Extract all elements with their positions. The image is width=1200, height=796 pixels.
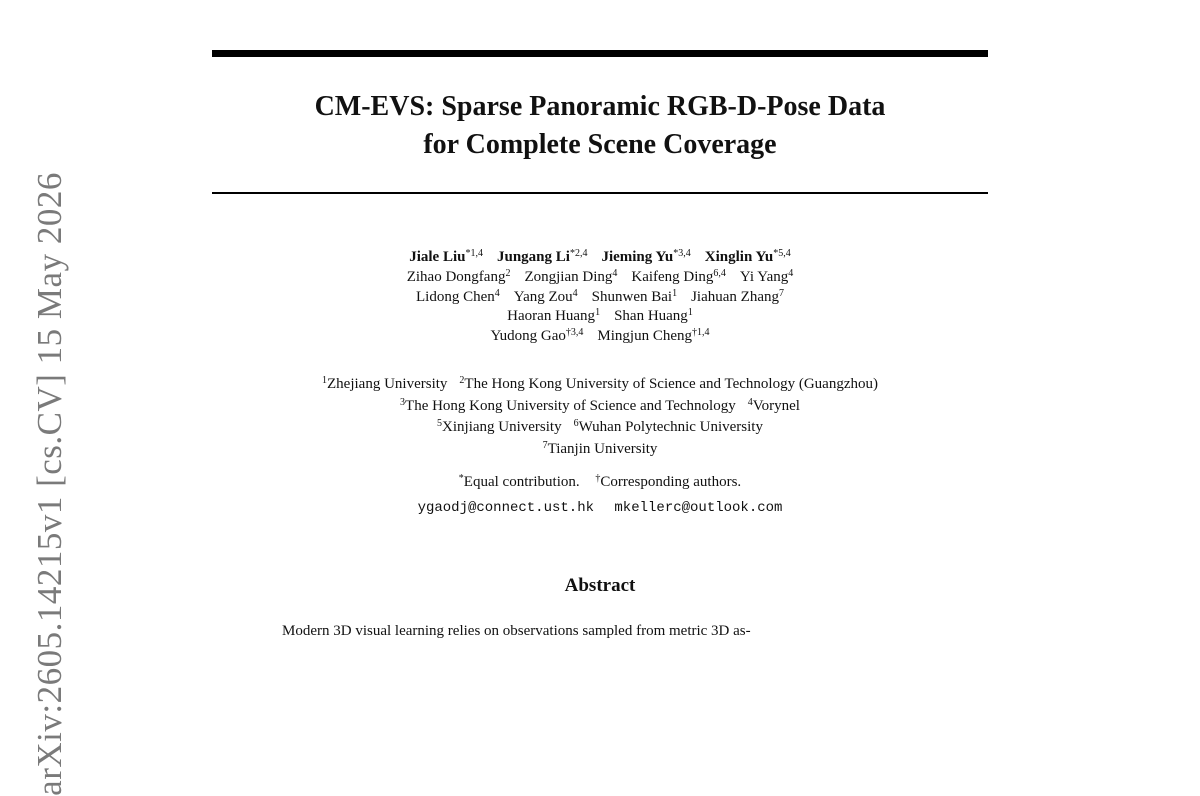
author-affiliation-marker: 1 — [595, 307, 601, 319]
arxiv-identifier-stamp: arXiv:2605.14215v1 [cs.CV] 15 May 2026 — [30, 172, 69, 796]
affiliation-name: Tianjin University — [547, 441, 658, 458]
paper-title-line-2: for Complete Scene Coverage — [423, 129, 777, 160]
abstract-body — [282, 621, 918, 641]
author-affiliation-marker: *2,4 — [569, 248, 588, 259]
author-name — [601, 249, 690, 265]
affiliation-number: 2 — [459, 375, 465, 386]
author-name-text: Jiale Liu — [409, 249, 466, 265]
paper-title-line-1: CM-EVS: Sparse Panoramic RGB-D-Pose Data — [314, 91, 886, 122]
corresponding-authors-note — [595, 474, 741, 490]
affiliation-line — [200, 439, 1000, 461]
affiliation-number: 1 — [322, 375, 328, 386]
affiliation-line — [200, 417, 1000, 439]
author-name-text: Yang Zou — [513, 288, 573, 305]
author-name-text: Mingjun Cheng — [597, 328, 692, 345]
author-affiliation-marker: *5,4 — [773, 248, 791, 259]
author-name-text: Jungang Li — [496, 249, 570, 265]
affiliation-number: 4 — [747, 396, 753, 408]
author-name-text: Haoran Huang — [507, 308, 596, 325]
author-name — [514, 289, 578, 305]
author-name — [592, 289, 677, 305]
author-name-text: Zongjian Ding — [524, 268, 613, 285]
author-name-text: Jiahuan Zhang — [691, 288, 779, 305]
affiliation-name: The Hong Kong University of Science and Technology — [405, 397, 736, 414]
equal-contribution-note — [459, 474, 580, 490]
author-name-text: Lidong Chen — [416, 288, 495, 305]
author-affiliation-marker: 4 — [494, 287, 500, 299]
author-name — [691, 289, 784, 305]
affiliation-name: Vorynel — [752, 397, 800, 414]
author-name — [631, 269, 726, 285]
affiliation — [543, 441, 658, 457]
affiliation-number: 7 — [542, 440, 548, 452]
author-name-text: Yi Yang — [739, 268, 789, 285]
author-name — [740, 269, 793, 285]
affiliation-number: 6 — [573, 418, 579, 430]
author-name-text: Shunwen Bai — [591, 288, 673, 305]
author-line — [212, 268, 988, 288]
author-affiliation-marker: 4 — [612, 267, 618, 279]
affiliation-line — [200, 396, 1000, 418]
author-affiliation-marker: 1 — [672, 287, 678, 299]
contact-emails — [212, 498, 988, 518]
author-affiliation-marker: 4 — [572, 287, 578, 299]
author-name — [507, 308, 600, 324]
note-text: Corresponding authors. — [600, 474, 742, 490]
affiliation-name: Zhejiang University — [327, 376, 448, 392]
author-name-text: Xinglin Yu — [704, 249, 774, 265]
author-name — [705, 249, 791, 265]
email-address[interactable]: ygaodj@connect.ust.hk — [417, 500, 594, 516]
affiliation — [400, 398, 736, 414]
note-mark: † — [595, 473, 601, 484]
author-name — [416, 289, 500, 305]
author-name — [409, 249, 483, 265]
author-name-text: Yudong Gao — [490, 328, 566, 345]
affiliation-number: 5 — [437, 418, 443, 430]
author-affiliation-marker: 1 — [687, 307, 693, 319]
author-affiliation-marker: †3,4 — [565, 327, 584, 339]
author-affiliation-marker: *1,4 — [465, 248, 483, 259]
affiliation — [748, 398, 800, 414]
author-affiliation-marker: 7 — [778, 287, 784, 299]
author-affiliation-marker: †1,4 — [692, 327, 710, 339]
author-name — [407, 269, 511, 285]
title-bottom-rule — [212, 192, 988, 194]
author-line — [212, 327, 988, 347]
abstract-line: Modern 3D visual learning relies on observations sampled from metric 3D as- — [282, 623, 751, 639]
paper-title — [212, 88, 988, 164]
author-line — [212, 248, 988, 268]
note-text: Equal contribution. — [463, 474, 580, 490]
author-affiliation-marker: 4 — [788, 267, 794, 279]
author-name — [597, 328, 709, 344]
author-line — [212, 288, 988, 308]
affiliation — [459, 376, 878, 392]
title-top-rule — [212, 50, 988, 57]
author-line — [212, 307, 988, 327]
email-address[interactable]: mkellerc@outlook.com — [614, 500, 783, 516]
author-name — [614, 308, 693, 324]
author-affiliation-marker: 6,4 — [713, 267, 726, 279]
author-name — [524, 269, 617, 285]
affiliation-name: The Hong Kong University of Science and Technology (Guangzhou) — [464, 376, 878, 392]
note-mark: * — [458, 473, 464, 484]
affiliation-list — [200, 374, 1000, 461]
affiliation-name: Wuhan Polytechnic University — [578, 419, 763, 436]
affiliation-number: 3 — [400, 396, 406, 408]
author-affiliation-marker: *3,4 — [673, 248, 691, 259]
abstract-heading: Abstract — [564, 575, 636, 596]
affiliation-line — [200, 374, 1000, 396]
contribution-notes — [212, 472, 988, 492]
affiliation — [574, 419, 763, 435]
author-name-text: Zihao Dongfang — [406, 268, 506, 285]
affiliation — [437, 419, 562, 435]
author-affiliation-marker: 2 — [505, 267, 511, 279]
author-name-text: Jieming Yu — [601, 249, 674, 265]
author-name-text: Kaifeng Ding — [631, 268, 714, 285]
author-list — [212, 248, 988, 347]
affiliation-name: Xinjiang University — [442, 419, 562, 436]
author-name — [497, 249, 587, 265]
affiliation — [322, 376, 447, 392]
author-name — [490, 328, 583, 344]
author-name-text: Shan Huang — [614, 308, 688, 325]
